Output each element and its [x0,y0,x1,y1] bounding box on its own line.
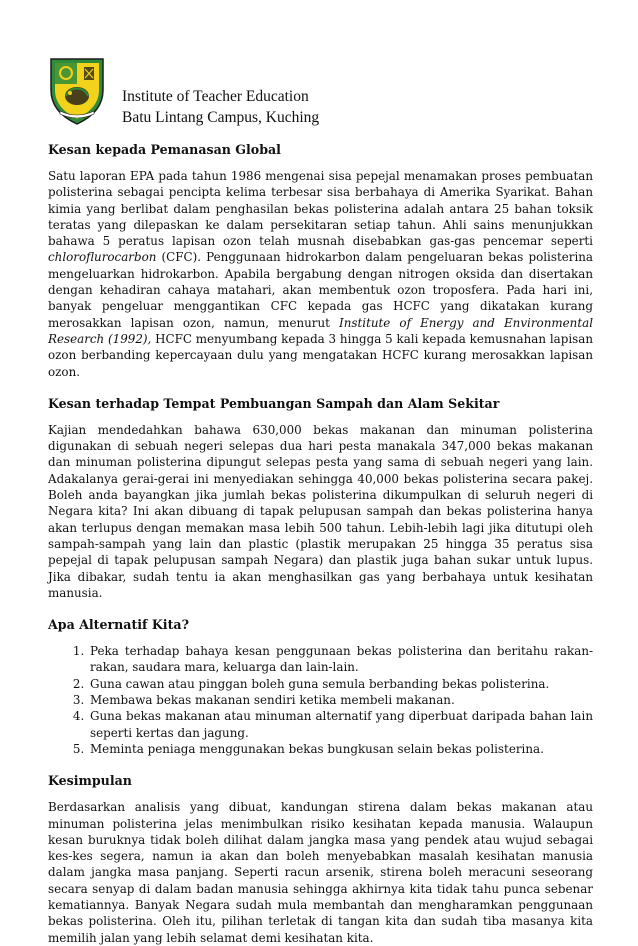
crest-shield-icon [48,56,106,126]
list-item: 2. Guna cawan atau pinggan boleh guna semula berbanding bekas polisterina. [88,676,593,692]
list-item: 1. Peka terhadap bahaya kesan penggunaan bekas polisterina dan beritahu rakan-rakan, saudara mara, keluarga dan lain-lain. [88,643,593,676]
section-title-pemanasan-global: Kesan kepada Pemanasan Global [48,142,281,157]
paragraph-italic-citation: Institute of Energy and Environmental Research (1992), [48,315,594,346]
institute-name [122,86,422,128]
paragraph-text: Satu laporan EPA pada tahun 1986 mengenai sisa pepejal menamakan proses pembuatan polisterina sebagai pencipta kelima terbesar sisa berbahaya di Amerika Syarikat. Bahan kimia yang berlibat dalam penghasilan bekas polisterina adalah antara 25 bahan toksik teratas yang dilepaskan ke dalam persekitaran setiap tahun. Ahli sains menunjukkan bahawa 5 peratus lapisan ozon telah musnah disebabkan gas-gas pencemar seperti [48,169,593,249]
alternatives-list [48,643,593,757]
section-title-alternatif: Apa Alternatif Kita? [48,617,189,633]
section-paragraph-pemanasan-global [48,168,593,380]
list-item: 5. Meminta peniaga menggunakan bekas bungkusan selain bekas polisterina. [88,741,593,757]
section-title-kesimpulan: Kesimpulan [48,773,132,789]
institute-line-1: Institute of Teacher Education [122,88,309,105]
list-item: 3. Membawa bekas makanan sendiri ketika membeli makanan. [88,692,593,708]
section-paragraph-tempat-pembuangan: Kajian mendedahkan bahawa 630,000 bekas makanan dan minuman polisterina digunakan di sebuah negeri selepas dua hari pesta manakala 347,000 bekas makanan dan minuman polisterina dipungut selepas pesta yang sama di sebuah negeri yang lain. Adakalanya gerai-gerai ini menyediakan sehingga 40,000 bekas polisterina secara pakej. Boleh anda bayangkan jika jumlah bekas polisterina dikumpulkan di seluruh negeri di Negara kita? Ini akan dibuang di tapak pelupusan sampah dan bekas polisterina hanya akan terlupus dengan memakan masa lebih 500 tahun. Lebih-lebih lagi jika ditutupi oleh sampah-sampah yang lain dan plastic (plastik merupakan 25 hingga 35 peratus sisa pepejal di tapak pelupusan sampah Negara) dan plastik juga bahan sukar untuk lupus. Jika dibakar, sudah tentu ia akan menghasilkan gas yang berbahaya untuk kesihatan manusia. [48,422,593,600]
paragraph-text: HCFC menyumbang kepada 3 hingga 5 kali kepada kemusnahan lapisan ozon berbanding kepercayaan dulu yang mengatakan HCFC kurang merosakkan lapisan ozon. [48,331,593,379]
paragraph-italic-term: chloroflurocarbon [48,250,157,265]
list-item: 4. Guna bekas makanan atau minuman alternatif yang diperbuat daripada bahan lain seperti kertas dan jagung. [88,708,593,741]
document-header [48,50,593,142]
section-title-tempat-pembuangan: Kesan terhadap Tempat Pembuangan Sampah dan Alam Sekitar [48,395,500,411]
section-paragraph-kesimpulan: Berdasarkan analisis yang dibuat, kandungan stirena dalam bekas makanan atau minuman polisterina jelas menimbulkan risiko kesihatan kepada manusia. Walaupun kesan buruknya tidak boleh dilihat dalam jangka masa yang pendek atau wujud sebagai kes-kes segera, namun ia akan dan boleh menyebabkan masalah kesihatan manusia dalam jangka masa panjang. Seperti racun arsenik, stirena boleh meracuni seseorang secara senyap di dalam badan manusia sehingga akhirnya kita tidak tahu punca sebenar kematiannya. Banyak Negara sudah mula membantah dan mengharamkan penggunaan bekas polisterina. Oleh itu, pilihan terletak di tangan kita dan sudah tiba masanya kita memilih jalan yang lebih selamat demi kesihatan kita. [48,800,593,945]
institute-line-2: Batu Lintang Campus, Kuching [122,109,320,126]
paragraph-text: (CFC). Penggunaan hidrokarbon dalam pengeluaran bekas polisterina mengeluarkan hidrokarbon. Apabila bergabung dengan nitrogen oksida dan disertakan dengan kehadiran cahaya matahari, akan membentuk ozon troposfera. Pada hari ini, banyak pengeluar menggantikan CFC kepada gas HCFC yang dikatakan kurang merosakkan lapisan ozon, namun, menurut [48,250,593,330]
document-page [48,50,593,946]
